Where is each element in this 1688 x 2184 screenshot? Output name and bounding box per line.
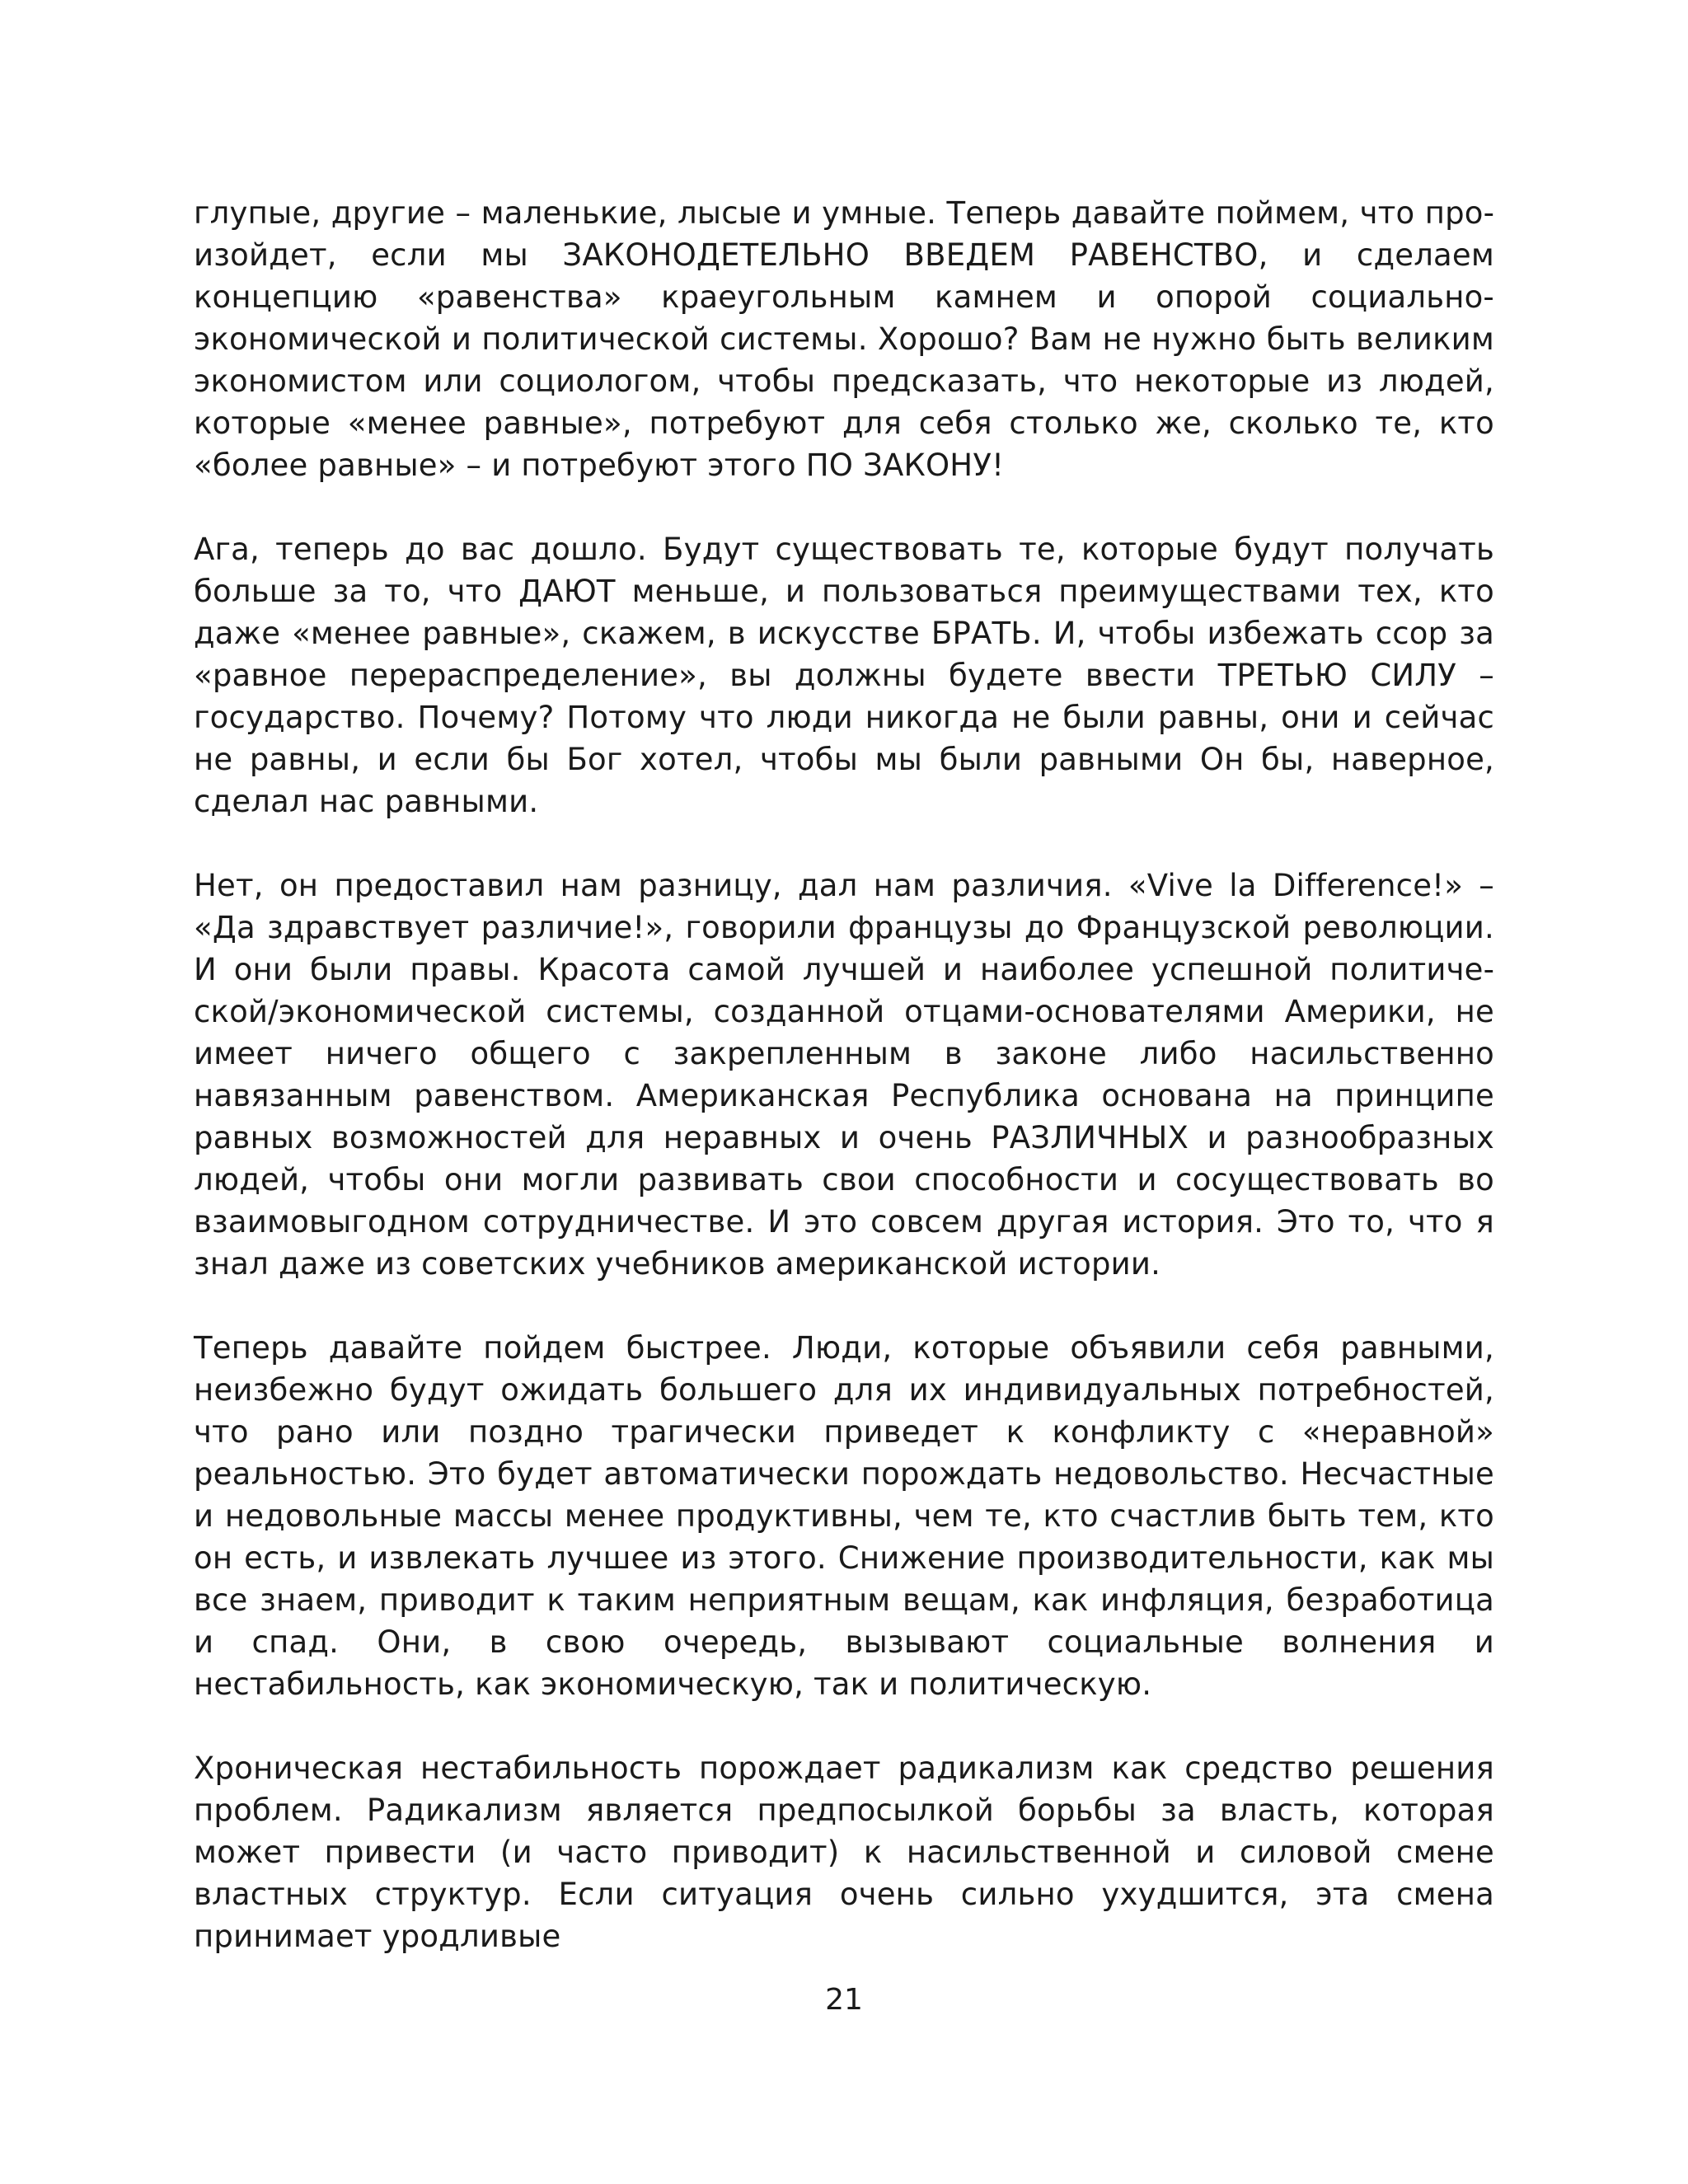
- paragraph-4: Теперь давайте пойдем быстрее. Люди, которые объявили себя равными, неизбежно будут ожидать большего для их индивидуальных потребностей, что рано или поздно трагически приведет к конфликту с «неравной» реальностью. Это будет автоматически порождать недовольство. Несчастные и недовольные массы менее продуктивны, чем те, кто счастлив быть тем, кто он есть, и извлекать лучшее из этого. Снижение производительности, как мы все знаем, приводит к таким неприятным вещам, как инфляция, безработица и спад. Они, в свою очередь, вызывают социальные волнения и нестабильность, как экономическую, так и политическую.: [194, 1330, 1494, 1702]
- paragraph-3: Нет, он предоставил нам разницу, дал нам различия. «Vive la Difference!» – «Да здравствует различие!», говорили французы до Французской революции. И они были правы. Красота самой лучшей и наиболее успешной политической/экономической системы, созданной отцами-основателями Америки, не имеет ничего общего с закрепленным в законе либо насильственно навязанным равенством. Американская Республика основана на принципе равных возможностей для неравных и очень РАЗЛИЧНЫХ и разнообразных людей, чтобы они могли развивать свои способности и сосуществовать во взаимовыгодном сотрудничестве. И это совсем другая история. Это то, что я знал даже из советских учебников американской истории.: [194, 868, 1494, 1282]
- paragraph-1: глупые, другие – маленькие, лысые и умные. Теперь давайте поймем, что произойдет, если мы ЗАКОНОДЕТЕЛЬНО ВВЕДЕМ РАВЕНСТВО, и сделаем концепцию «равенства» краеугольным камнем и опорой социально-экономической и политической системы. Хорошо? Вам не нужно быть великим экономистом или социологом, чтобы предсказать, что некоторые из людей, которые «менее равные», потребуют для себя столько же, сколько те, кто «более равные» – и потребуют этого ПО ЗАКОНУ!: [194, 195, 1494, 483]
- page-body: [194, 192, 1494, 1999]
- paragraph-5: Хроническая нестабильность порождает радикализм как средство решения проблем. Радикализм является предпосылкой борьбы за власть, которая может привести (и часто приводит) к насильственной и силовой смене властных структур. Если ситуация очень сильно ухудшится, эта смена принимает уродливые: [194, 1750, 1494, 1954]
- paragraph-2: Ага, теперь до вас дошло. Будут существовать те, которые будут получать больше за то, что ДАЮТ меньше, и пользоваться преимуществами тех, кто даже «менее равные», скажем, в искусстве БРАТЬ. И, чтобы избежать ссор за «равное перераспределение», вы должны будете ввести ТРЕТЬЮ СИЛУ – государство. Почему? Потому что люди никогда не были равны, они и сейчас не равны, и если бы Бог хотел, чтобы мы были равными Он бы, наверное, сделал нас равными.: [194, 532, 1494, 819]
- page-number: 21: [825, 1983, 863, 2017]
